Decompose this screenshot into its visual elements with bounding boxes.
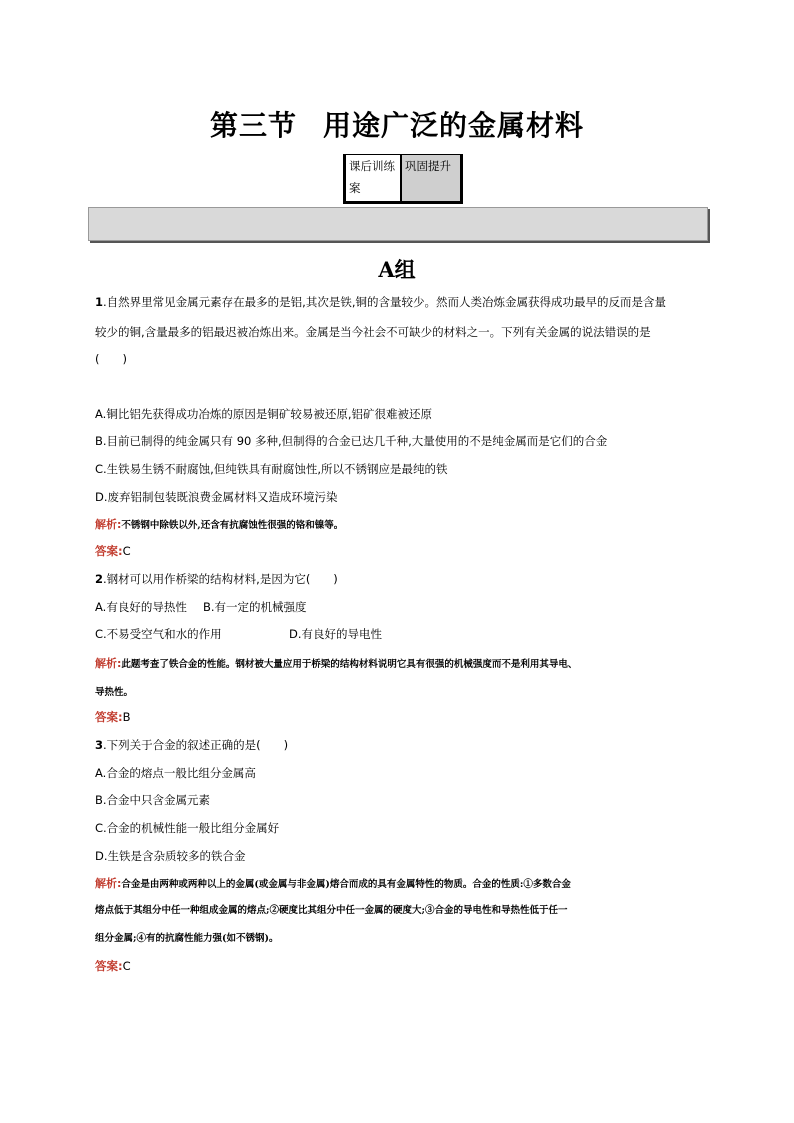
q2-option-d: D.有良好的导电性: [289, 627, 383, 641]
q3-option-c: C.合金的机械性能一般比组分金属好: [95, 821, 280, 835]
q1-option-d: D.废弃铝制包装既浪费金属材料又造成环境污染: [95, 490, 338, 504]
section-title: 用途广泛的金属材料: [323, 109, 585, 142]
q2-explanation-line1: 解析:此题考查了铁合金的性能。钢材被大量应用于桥梁的结构材料说明它具有很强的机械强度而不是利用其导电、: [95, 657, 578, 670]
q3-option-b: B.合金中只含金属元素: [95, 793, 211, 807]
q2-option-c: C.不易受空气和水的作用: [95, 627, 222, 641]
q2-answer: 答案:B: [95, 710, 131, 724]
page-title: [0, 104, 794, 144]
q3-option-d: D.生铁是含杂质较多的铁合金: [95, 849, 246, 863]
q1-option-a: A.铜比铝先获得成功冶炼的原因是铜矿较易被还原,铝矿很难被还原: [95, 407, 432, 421]
tag-right: 巩固提升: [402, 155, 462, 203]
q3-explanation-line1: 解析:合金是由两种或两种以上的金属(或金属与非金属)熔合而成的具有金属特性的物质。合金的性质:①多数合金: [95, 877, 571, 890]
q3-explanation-line2: 熔点低于其组分中任一种组成金属的熔点;②硬度比其组分中任一金属的硬度大;③合金的导电性和导热性低于任一: [95, 905, 568, 916]
q3-explanation-line3: 组分金属;④有的抗腐性能力强(如不锈钢)。: [95, 933, 279, 944]
section-number: 第三节: [209, 109, 297, 142]
grey-banner: [88, 207, 708, 241]
q1-option-b: B.目前已制得的纯金属只有 90 多种,但制得的合金已达几千种,大量使用的不是纯金属而是它们的合金: [95, 434, 608, 448]
q1-answer: 答案:C: [95, 544, 131, 558]
q2-option-b: B.有一定的机械强度: [203, 600, 307, 614]
q1-blank: ( ): [95, 352, 127, 366]
q1-explanation: 解析:不锈钢中除铁以外,还含有抗腐蚀性很强的铬和镍等。: [95, 518, 344, 531]
q2-explanation-line2: 导热性。: [95, 687, 134, 698]
q1-stem-line2: 较少的铜,含量最多的铝最迟被冶炼出来。金属是当今社会不可缺少的材料之一。下列有关金属的说法错误的是: [95, 325, 651, 339]
q1-stem-line1: 1.自然界里常见金属元素存在最多的是铝,其次是铁,铜的含量较少。然而人类冶炼金属获得成功最早的反而是含量: [95, 295, 666, 309]
q2-stem: 2.钢材可以用作桥梁的结构材料,是因为它( ): [95, 572, 338, 586]
tag-left: 课后训练案: [344, 155, 402, 203]
section-tag-box: [343, 154, 463, 204]
q3-option-a: A.合金的熔点一般比组分金属高: [95, 766, 256, 780]
tag-underline: [344, 201, 462, 204]
q3-stem: 3.下列关于合金的叙述正确的是( ): [95, 738, 289, 752]
q3-answer: 答案:C: [95, 959, 131, 973]
q1-option-c: C.生铁易生锈不耐腐蚀,但纯铁具有耐腐蚀性,所以不锈钢应是最纯的铁: [95, 462, 448, 476]
group-heading: A组: [378, 257, 416, 282]
q2-option-a: A.有良好的导热性: [95, 600, 187, 614]
